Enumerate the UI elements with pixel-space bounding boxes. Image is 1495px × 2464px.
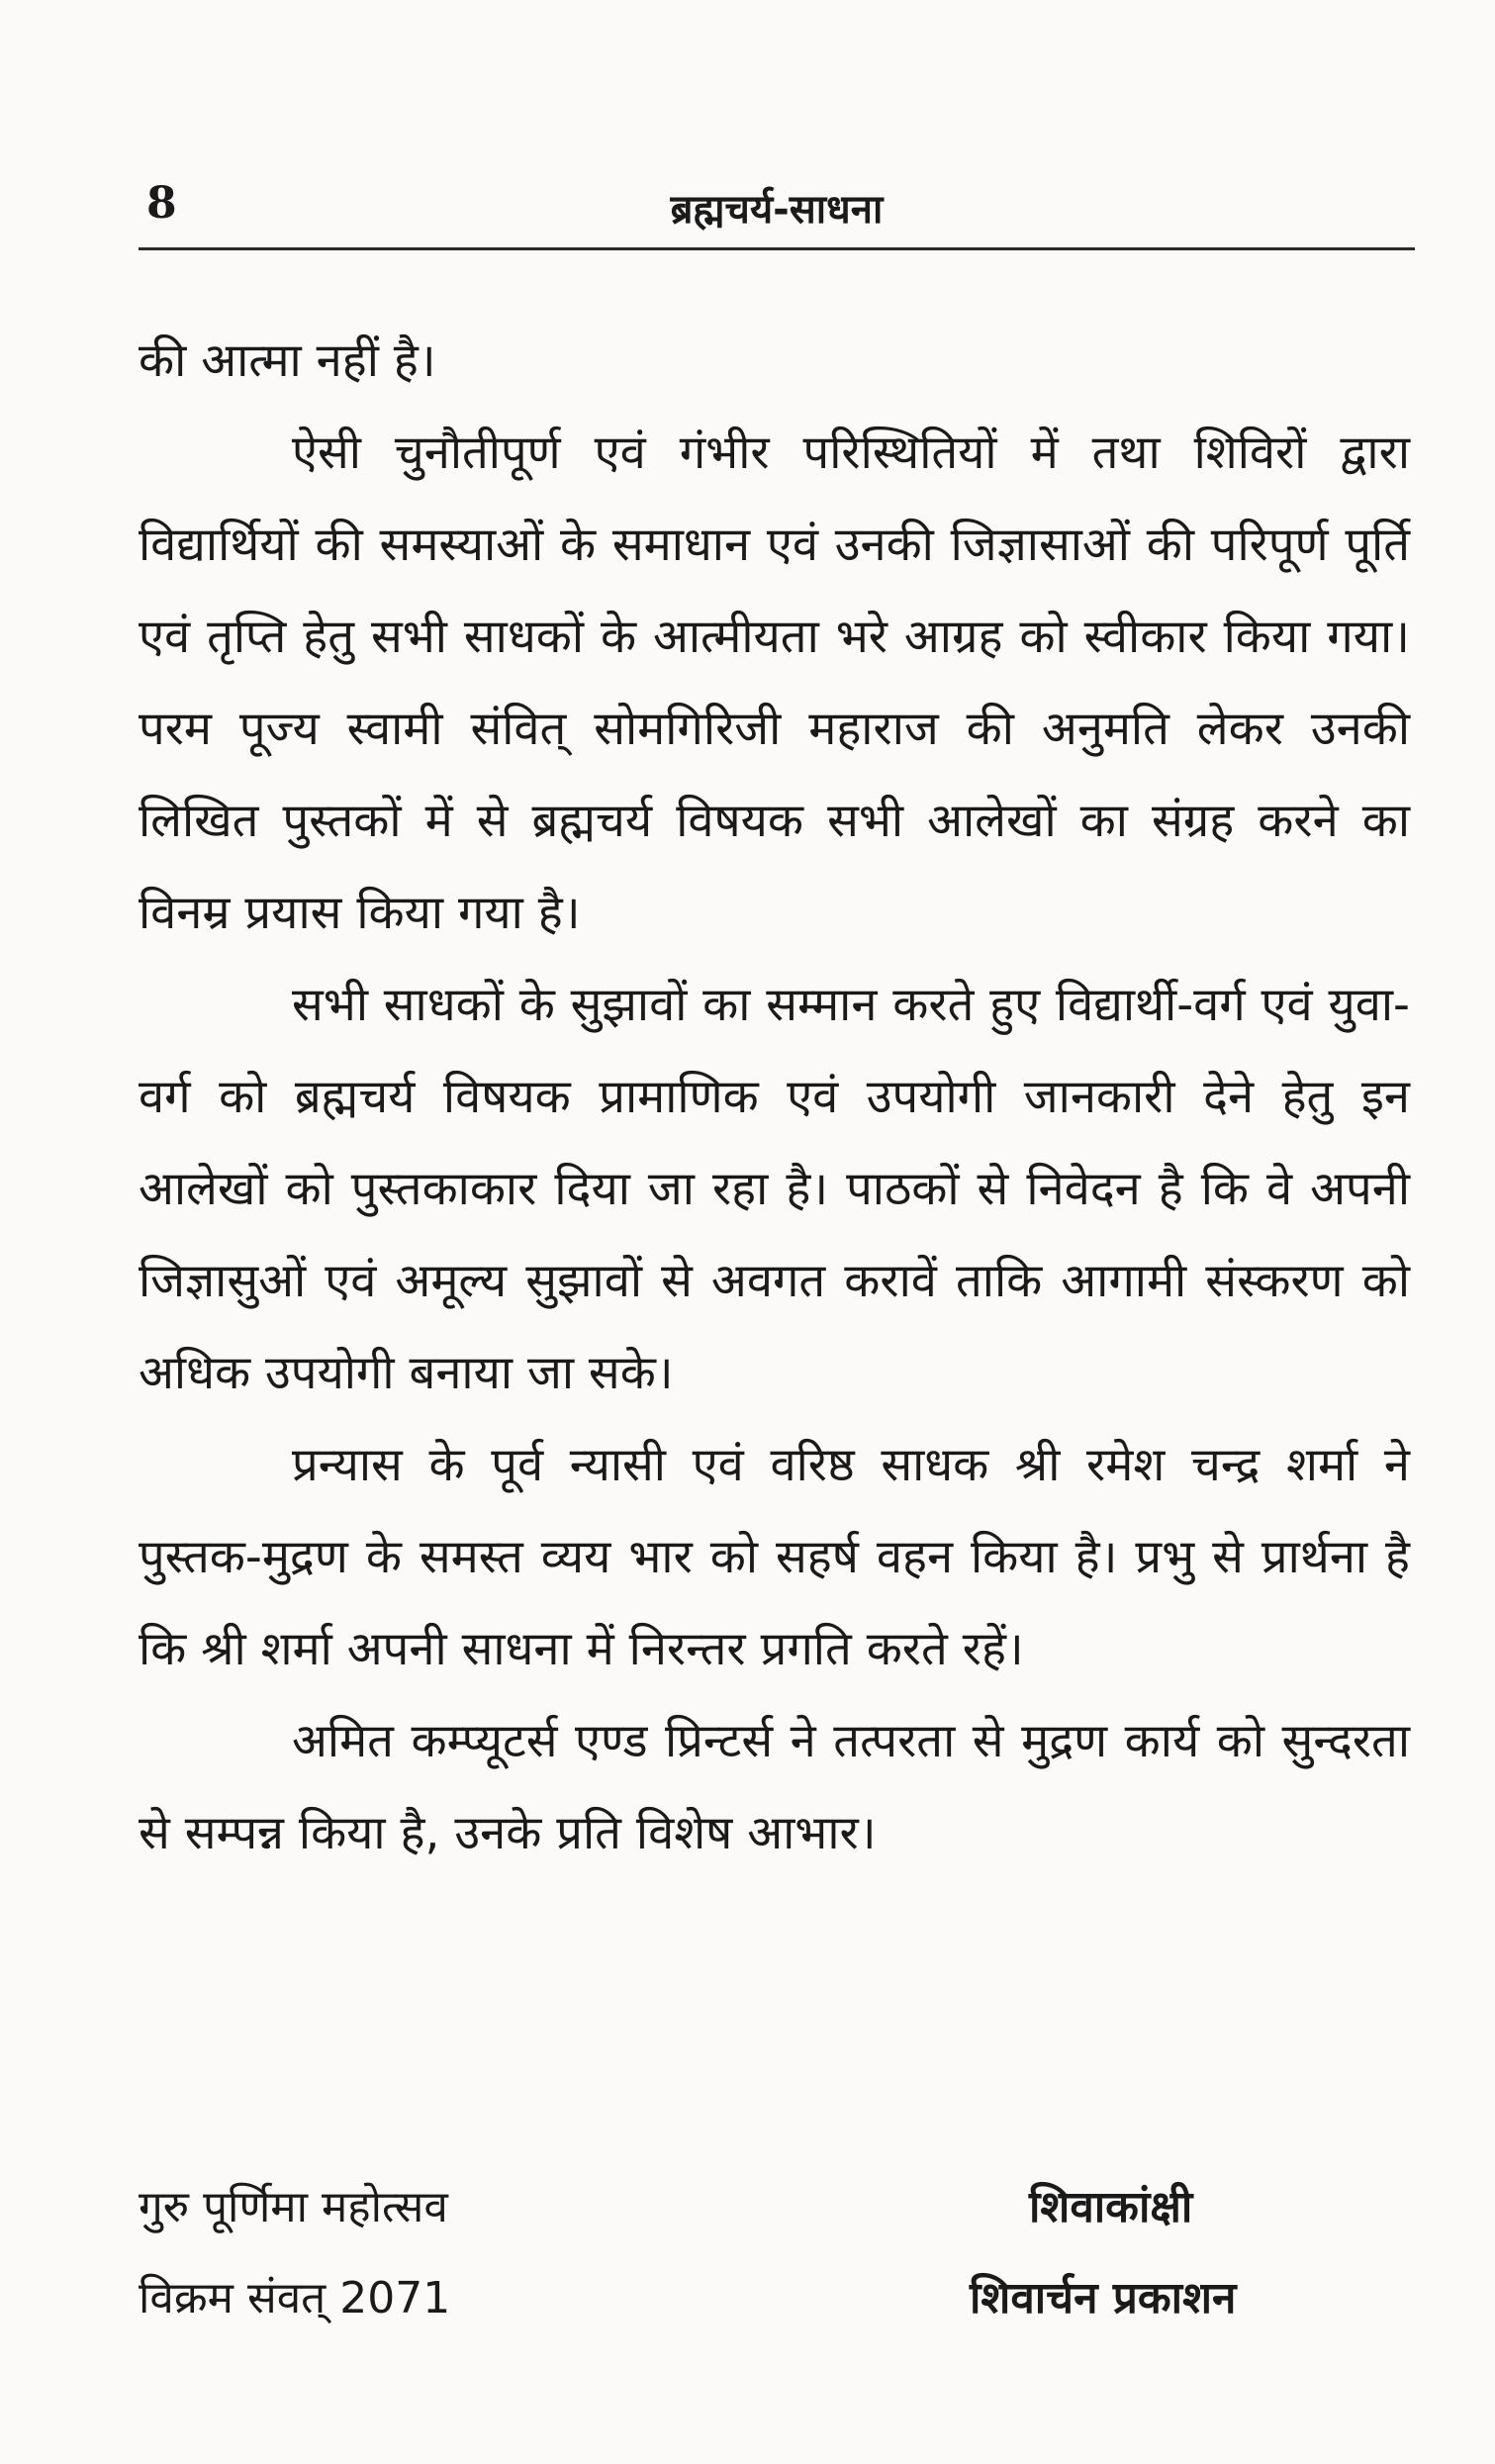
- footer-occasion: गुरु पूर्णिमा महोत्सव: [139, 2182, 448, 2232]
- paragraph: अमित कम्प्यूटर्स एण्ड प्रिन्टर्स ने तत्परता से मुद्रण कार्य को सुन्दरता से सम्पन्न किया है, उनके प्रति विशेष आभार।: [139, 1714, 1410, 1860]
- footer-signoff: शिवाकांक्षी: [1029, 2182, 1193, 2232]
- paragraph-continuation: की आत्मा नहीं है।: [139, 333, 436, 388]
- page-number: 8: [146, 178, 177, 229]
- paragraph: प्रन्यास के पूर्व न्यासी एवं वरिष्ठ साधक श्री रमेश चन्द्र शर्मा ने पुस्तक-मुद्रण के समस्त व्यय भार को सहर्ष वहन किया है। प्रभु से प्रार्थना है कि श्री शर्मा अपनी साधना में निरन्तर प्रगति करते रहें।: [139, 1438, 1410, 1676]
- footer-publisher: शिवार्चन प्रकाशन: [970, 2273, 1237, 2323]
- paragraph: सभी साधकों के सुझावों का सम्मान करते हुए विद्यार्थी-वर्ग एवं युवा-वर्ग को ब्रह्मचर्य विषयक प्रामाणिक एवं उपयोगी जानकारी देने हेतु इन आलेखों को पुस्तकाकार दिया जा रहा है। पाठकों से निवेदन है कि वे अपनी जिज्ञासुओं एवं अमूल्य सुझावों से अवगत करावें ताकि आगामी संस्करण को अधिक उपयोगी बनाया जा सके।: [139, 978, 1410, 1400]
- running-title: ब्रह्मचर्य-साधना: [670, 187, 884, 233]
- footer-year: विक्रम संवत् 2071: [139, 2273, 451, 2323]
- body-text: [139, 315, 1410, 1879]
- paragraph: ऐसी चुनौतीपूर्ण एवं गंभीर परिस्थितियों में तथा शिविरों द्वारा विद्यार्थियों की समस्याओं के समाधान एवं उनकी जिज्ञासाओं की परिपूर्ण पूर्ति एवं तृप्ति हेतु सभी साधकों के आत्मीयता भरे आग्रह को स्वीकार किया गया। परम पूज्य स्वामी संवित् सोमगिरिजी महाराज की अनुमति लेकर उनकी लिखित पुस्तकों में से ब्रह्मचर्य विषयक सभी आलेखों का संग्रह करने का विनम्र प्रयास किया गया है।: [139, 426, 1410, 940]
- page-header: [139, 178, 1415, 250]
